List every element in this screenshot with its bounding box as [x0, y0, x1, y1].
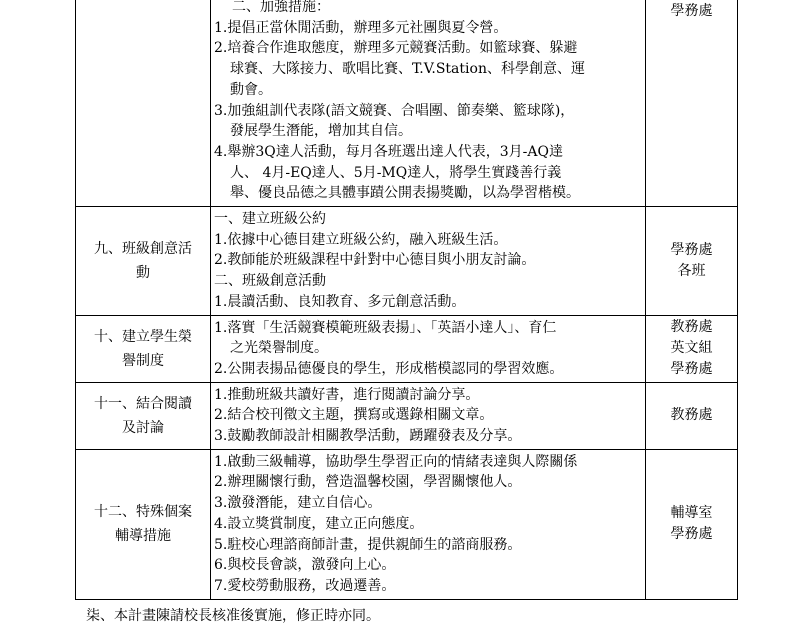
content-line: 2.辦理關懷行動，營造溫馨校園，學習關懷他人。 [214, 474, 522, 491]
content-cell [211, 207, 646, 316]
content-line: 3.激發潛能，建立自信心。 [214, 495, 382, 512]
table-row [76, 315, 738, 382]
responsible-unit: 輔導室 [670, 505, 713, 522]
content-line: 動會。 [230, 81, 272, 98]
content-line: 之光榮譽制度。 [230, 340, 328, 357]
content-cell [211, 315, 646, 382]
content-line: 1.推動班級共讀好書，進行閱讀討論分享。 [214, 386, 480, 403]
item-title-line: 十一、結合閱讀 [94, 395, 192, 412]
responsible-unit: 各班 [677, 262, 706, 279]
content-line: 1.依據中心德目建立班級公約，融入班級生活。 [214, 231, 508, 248]
responsible-unit: 教務處 [670, 407, 713, 424]
item-title-line: 九、班級創意活 [94, 240, 192, 257]
item-cell [76, 449, 211, 599]
content-line: 一、建立班級公約 [214, 211, 326, 228]
content-line: 二、班級創意活動 [214, 273, 326, 290]
content-line: 舉、優良品德之具體事蹟公開表揚獎勵，以為學習楷模。 [230, 185, 580, 202]
content-line: 人、 4月-EQ達人、5月-MQ達人，將學生實踐善行義 [230, 164, 562, 181]
item-cell [76, 0, 211, 207]
responsible-unit-cell [646, 0, 738, 207]
item-title-line: 十、建立學生榮 [94, 328, 192, 345]
content-line: 5.駐校心理諮商師計畫，提供親師生的諮商服務。 [214, 536, 522, 553]
measures-table [75, 0, 738, 600]
item-cell [76, 207, 211, 316]
content-line: 二、加強措施： [232, 0, 330, 15]
item-title-line: 譽制度 [122, 352, 164, 369]
responsible-unit: 學務處 [670, 241, 713, 258]
responsible-unit-cell [646, 207, 738, 316]
content-line: 1.提倡正當休閒活動，辦理多元社團與夏令營。 [214, 19, 508, 36]
item-title-line: 動 [136, 264, 150, 281]
content-line: 1.啟動三級輔導，協助學生學習正向的情緒表達與人際關係 [214, 453, 578, 470]
responsible-unit: 教務處 [670, 319, 713, 336]
table-row [76, 449, 738, 599]
content-line: 發展學生潛能，增加其自信。 [230, 123, 412, 140]
responsible-unit: 學務處 [670, 3, 713, 19]
content-line: 3.加強組訓代表隊(語文競賽、合唱團、節奏樂、籃球隊)， [214, 102, 575, 119]
table-row [76, 207, 738, 316]
content-line: 2.公開表揚品德優良的學生，形成楷模認同的學習效應。 [214, 360, 564, 377]
responsible-unit: 英文組 [670, 340, 713, 357]
content-line: 6.與校長會談，激發向上心。 [214, 557, 396, 574]
responsible-unit-cell [646, 382, 738, 449]
content-line: 1.落實「生活競賽模範班級表揚」、「英語小達人」、育仁 [214, 319, 557, 336]
item-title-line: 輔導措施 [115, 528, 171, 545]
table-row [76, 382, 738, 449]
content-line: 球賽、大隊接力、歌唱比賽、T.V.Station、科學創意、運 [230, 61, 585, 78]
item-cell [76, 315, 211, 382]
content-cell [211, 382, 646, 449]
measures-table-body [76, 0, 738, 599]
content-line: 1.晨讀活動、良知教育、多元創意活動。 [214, 293, 466, 310]
item-title-line: 十二、特殊個案 [94, 504, 192, 521]
responsible-unit: 學務處 [670, 526, 713, 543]
content-cell [211, 449, 646, 599]
item-title-line: 及討論 [122, 419, 164, 436]
content-cell [211, 0, 646, 207]
content-line: 4.舉辦3Q達人活動，每月各班選出達人代表，3月-AQ達 [214, 143, 563, 160]
content-line: 2.培養合作進取態度，辦理多元競賽活動。如籃球賽、躲避 [214, 40, 578, 57]
content-line: 7.愛校勞動服務，改過遷善。 [214, 577, 396, 594]
responsible-unit-cell [646, 449, 738, 599]
item-cell [76, 382, 211, 449]
content-line: 3.鼓勵教師設計相關教學活動，踴躍發表及分享。 [214, 428, 522, 445]
table-row [76, 0, 738, 207]
closing-statement: 柒、本計畫陳請校長核准後實施，修正時亦同。 [86, 608, 380, 624]
content-line: 4.設立獎賞制度，建立正向態度。 [214, 515, 424, 532]
content-line: 2.教師能於班級課程中針對中心德目與小朋友討論。 [214, 252, 536, 269]
responsible-unit: 學務處 [670, 361, 713, 378]
responsible-unit-cell [646, 315, 738, 382]
content-line: 2.結合校刊徵文主題，撰寫或選錄相關文章。 [214, 407, 494, 424]
